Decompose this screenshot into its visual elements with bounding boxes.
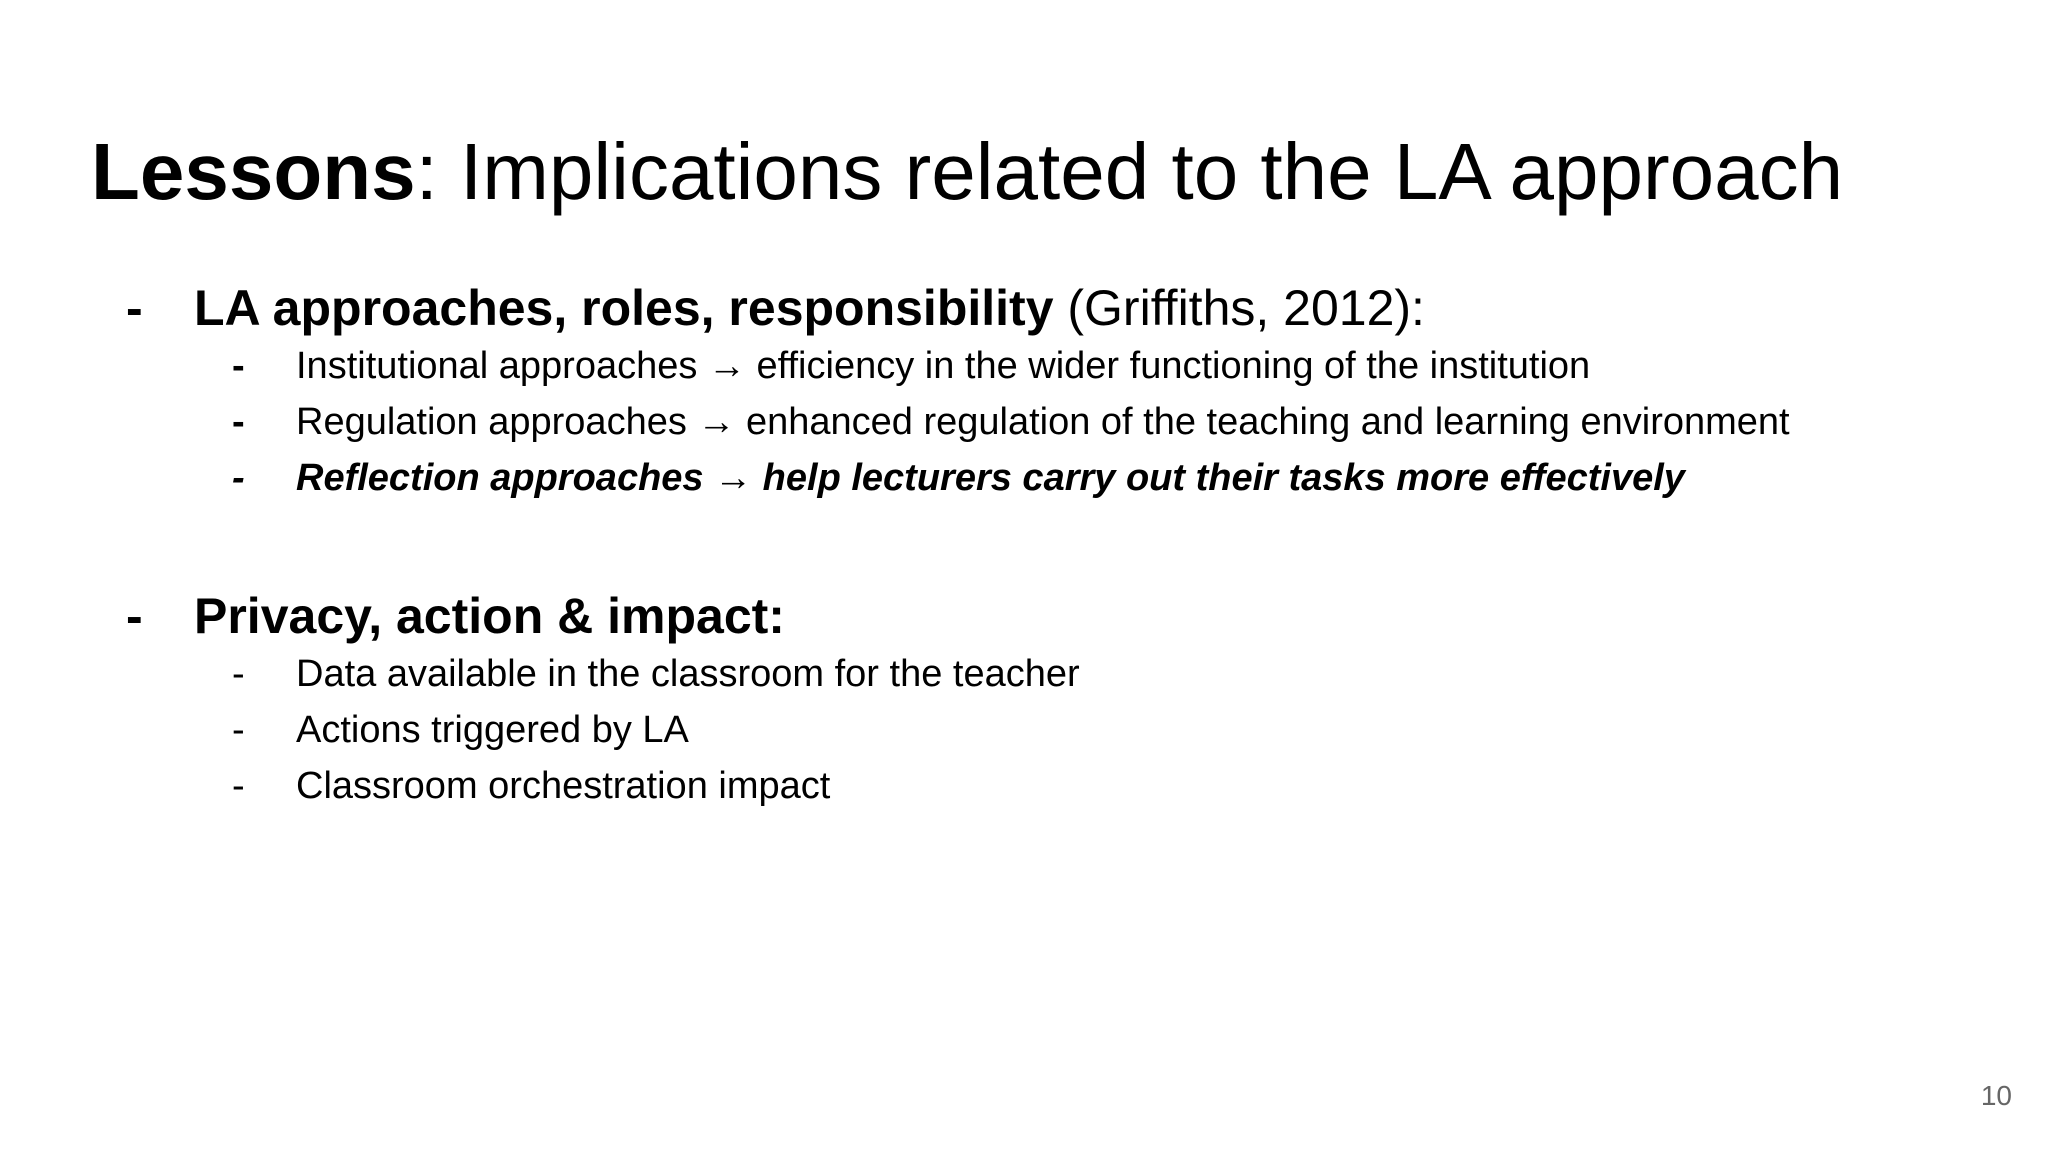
sub-bullet-text: Institutional approaches → efficiency in the wider functioning of the institution xyxy=(296,345,1591,387)
bullet-heading-citation: (Griffiths, 2012): xyxy=(1053,280,1425,336)
sub-bullet-item-emphasized xyxy=(0,452,2048,508)
sub-bullet-item xyxy=(0,648,2048,704)
sub-bullet-item xyxy=(0,704,2048,760)
sub-bullet-dash: - xyxy=(232,653,245,695)
sub-bullet-text: Data available in the classroom for the teacher xyxy=(296,653,1080,695)
sub-bullet-dash: - xyxy=(232,401,245,443)
sub-bullet-text: Classroom orchestration impact xyxy=(296,765,831,807)
sub-bullet-dash: - xyxy=(232,709,245,751)
bullet-heading xyxy=(0,278,2048,338)
slide-title xyxy=(91,126,1843,218)
sub-bullet-text: Reflection approaches → help lecturers carry out their tasks more effectively xyxy=(296,457,1685,499)
bullet-heading-text xyxy=(194,278,1425,338)
sub-bullet-list xyxy=(0,648,2048,816)
sub-bullet-item xyxy=(0,396,2048,452)
page-number: 10 xyxy=(1980,1080,2012,1111)
sub-bullet-item xyxy=(0,340,2048,396)
sub-bullet-item xyxy=(0,760,2048,816)
sub-bullet-list xyxy=(0,340,2048,508)
section-privacy xyxy=(0,586,2048,816)
section-la-approaches xyxy=(0,278,2048,508)
bullet-heading-text xyxy=(194,586,785,646)
bullet-dash: - xyxy=(126,280,143,336)
slide-title-rest: : Implications related to the LA approach xyxy=(415,127,1844,216)
sub-bullet-dash: - xyxy=(232,457,245,499)
bullet-dash: - xyxy=(126,588,143,644)
bullet-heading xyxy=(0,586,2048,646)
bullet-heading-bold: Privacy, action & impact: xyxy=(194,588,785,644)
sub-bullet-dash: - xyxy=(232,345,245,387)
slide-title-bold: Lessons xyxy=(91,127,416,216)
sub-bullet-dash: - xyxy=(232,765,245,807)
bullet-heading-bold: LA approaches, roles, responsibility xyxy=(194,280,1054,336)
sub-bullet-text: Actions triggered by LA xyxy=(296,709,689,751)
sub-bullet-text: Regulation approaches → enhanced regulation of the teaching and learning environment xyxy=(296,401,1790,443)
